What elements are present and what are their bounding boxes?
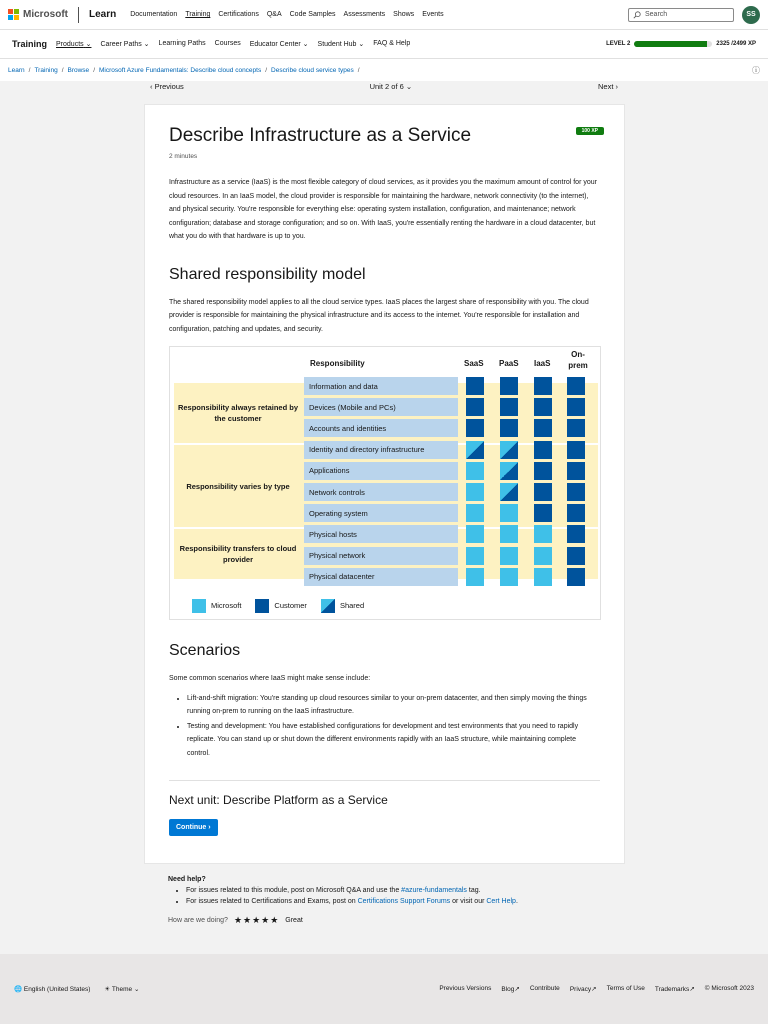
breadcrumb-training[interactable]: Training bbox=[34, 66, 58, 74]
responsibility-row: Physical datacenter bbox=[304, 568, 458, 586]
language-selector[interactable]: 🌐 English (United States) bbox=[14, 986, 91, 993]
top-nav-links bbox=[130, 11, 443, 18]
responsibility-cell bbox=[567, 462, 585, 480]
diagram-col-saas: SaaS bbox=[464, 359, 484, 368]
section-title-shared-responsibility: Shared responsibility model bbox=[169, 265, 366, 283]
responsibility-cell bbox=[534, 568, 552, 586]
help-item: • For issues related to Certifications and Exams, post on Certifications Support Forums or visit our Cert Help. bbox=[186, 898, 628, 905]
responsibility-cell bbox=[500, 504, 518, 522]
responsibility-cell bbox=[567, 547, 585, 565]
responsibility-cell bbox=[466, 462, 484, 480]
responsibility-cell bbox=[567, 419, 585, 437]
responsibility-cell bbox=[466, 547, 484, 565]
responsibility-cell bbox=[500, 398, 518, 416]
section-title-scenarios: Scenarios bbox=[169, 642, 241, 659]
subnav-links bbox=[56, 40, 410, 48]
legend-shared: Shared bbox=[321, 599, 364, 613]
training-title[interactable]: Training bbox=[12, 39, 48, 49]
chevron-right-icon: › bbox=[615, 82, 618, 91]
breadcrumb-unit[interactable]: Describe cloud service types bbox=[271, 66, 354, 74]
responsibility-cell bbox=[534, 504, 552, 522]
responsibility-row: Information and data bbox=[304, 377, 458, 395]
responsibility-cell bbox=[466, 525, 484, 543]
responsibility-cell bbox=[567, 441, 585, 459]
cert-support-forums-link[interactable]: Certifications Support Forums bbox=[357, 898, 451, 905]
responsibility-cell bbox=[466, 419, 484, 437]
top-navigation bbox=[0, 0, 768, 30]
diagram-header-responsibility: Responsibility bbox=[310, 359, 365, 368]
nav-certifications[interactable]: Certifications bbox=[218, 11, 259, 18]
scenario-item: • Testing and development: You have established configurations for development and test environments that you need to rapidly replicate. You can stand up or shut down the different environments rapidly with an IaaS structure, while maintaining complete control. bbox=[187, 720, 600, 761]
info-icon[interactable]: ⓘ bbox=[752, 65, 760, 75]
subnav-learning-paths[interactable]: Learning Paths bbox=[158, 40, 206, 47]
responsibility-cell bbox=[534, 441, 552, 459]
search-icon bbox=[633, 11, 641, 19]
responsibility-cell bbox=[567, 504, 585, 522]
responsibility-cell bbox=[500, 419, 518, 437]
legend-customer: Customer bbox=[255, 599, 307, 613]
footer-contribute[interactable]: Contribute bbox=[529, 985, 560, 992]
scenarios-list bbox=[187, 692, 600, 761]
responsibility-cell bbox=[500, 547, 518, 565]
footer-trademarks[interactable]: Trademarks↗ bbox=[654, 986, 695, 993]
need-help-title: Need help? bbox=[168, 876, 206, 883]
responsibility-cell bbox=[500, 441, 518, 459]
chevron-down-icon: ⌄ bbox=[133, 986, 140, 993]
learn-link[interactable]: Learn bbox=[89, 9, 117, 20]
footer-blog[interactable]: Blog↗ bbox=[501, 986, 520, 993]
responsibility-cell bbox=[466, 504, 484, 522]
responsibility-cell bbox=[567, 398, 585, 416]
scenarios-intro: Some common scenarios where IaaS might make sense include: bbox=[169, 675, 371, 682]
responsibility-cell bbox=[567, 483, 585, 501]
responsibility-row: Physical hosts bbox=[304, 525, 458, 543]
responsibility-group-label: Responsibility transfers to cloud provider bbox=[179, 544, 297, 564]
breadcrumb-module[interactable]: Microsoft Azure Fundamentals: Describe cloud concepts bbox=[99, 66, 262, 74]
previous-button[interactable]: ‹ Previous bbox=[150, 82, 184, 91]
chevron-down-icon: ⌄ bbox=[85, 41, 92, 48]
unit-selector[interactable]: Unit 2 of 6 ⌄ bbox=[369, 82, 413, 91]
diagram-col-iaas: IaaS bbox=[534, 359, 551, 368]
unit-content-card bbox=[144, 104, 625, 864]
responsibility-cell bbox=[500, 462, 518, 480]
responsibility-row: Identity and directory infrastructure bbox=[304, 441, 458, 459]
next-button[interactable]: Next › bbox=[597, 82, 618, 91]
footer-privacy[interactable]: Privacy↗ bbox=[569, 986, 597, 993]
chevron-left-icon: ‹ bbox=[150, 82, 153, 91]
nav-shows[interactable]: Shows bbox=[393, 11, 415, 18]
microsoft-logo-icon[interactable] bbox=[8, 9, 19, 20]
responsibility-cell bbox=[466, 398, 484, 416]
responsibility-cell bbox=[534, 419, 552, 437]
external-link-icon: ↗ bbox=[689, 986, 695, 993]
responsibility-cell bbox=[466, 377, 484, 395]
responsibility-group-label: Responsibility always retained by the customer bbox=[177, 403, 299, 423]
page-title: Describe Infrastructure as a Service bbox=[169, 125, 472, 146]
responsibility-cell bbox=[534, 377, 552, 395]
responsibility-cell bbox=[466, 441, 484, 459]
shared-responsibility-paragraph: The shared responsibility model applies to all the cloud service types. IaaS places the largest share of responsibility with you. The cloud provider is responsible for maintaining the physical infrastructure and its access to the internet. You're responsible for installation and configuration, patching and updates, and security. bbox=[169, 298, 589, 333]
xp-badge: 100 XP bbox=[576, 127, 604, 135]
responsibility-row: Devices (Mobile and PCs) bbox=[304, 398, 458, 416]
external-link-icon: ↗ bbox=[514, 986, 520, 993]
avatar[interactable]: SS bbox=[742, 6, 760, 24]
responsibility-group-label: Responsibility varies by type bbox=[186, 481, 290, 491]
search-placeholder: Search bbox=[645, 11, 668, 18]
nav-code-samples[interactable]: Code Samples bbox=[289, 11, 336, 18]
diagram-legend bbox=[192, 599, 364, 613]
responsibility-cell bbox=[534, 483, 552, 501]
breadcrumb: Learn / Training / Browse / Microsoft Azure Fundamentals: Describe cloud concepts / Describe cloud service types / ⓘ bbox=[0, 59, 768, 81]
subnav-student-hub[interactable]: Student Hub ⌄ bbox=[317, 41, 365, 48]
footer-previous-versions[interactable]: Previous Versions bbox=[439, 985, 492, 992]
chevron-down-icon: ⌄ bbox=[405, 82, 413, 91]
responsibility-cell bbox=[567, 525, 585, 543]
responsibility-row: Network controls bbox=[304, 483, 458, 501]
nav-training[interactable]: Training bbox=[185, 11, 211, 18]
rating-prompt: How are we doing? bbox=[168, 917, 228, 924]
nav-documentation[interactable]: Documentation bbox=[130, 11, 178, 18]
level-label: LEVEL 2 bbox=[606, 41, 631, 47]
subnav-courses[interactable]: Courses bbox=[214, 40, 241, 47]
theme-icon: ☀ bbox=[104, 986, 111, 993]
footer-copyright: © Microsoft 2023 bbox=[704, 985, 754, 992]
responsibility-row: Operating system bbox=[304, 504, 458, 522]
subnav-educator-center[interactable]: Educator Center ⌄ bbox=[249, 41, 309, 48]
azure-fundamentals-tag-link[interactable]: #azure-fundamentals bbox=[401, 887, 467, 894]
training-subnav bbox=[0, 30, 768, 59]
footer-terms[interactable]: Terms of Use bbox=[606, 985, 645, 992]
nav-qa[interactable]: Q&A bbox=[266, 11, 282, 18]
diagram-col-onprem: On-prem bbox=[568, 350, 588, 370]
chevron-right-icon: › bbox=[208, 824, 211, 831]
shared-responsibility-diagram bbox=[169, 346, 601, 620]
nav-events[interactable]: Events bbox=[422, 11, 444, 18]
cert-help-link[interactable]: Cert Help bbox=[486, 898, 516, 905]
level-progress[interactable] bbox=[606, 41, 756, 47]
divider bbox=[169, 780, 600, 781]
responsibility-cell bbox=[534, 462, 552, 480]
responsibility-cell bbox=[534, 398, 552, 416]
star-rating-icons[interactable]: ★★★★★ bbox=[233, 915, 280, 925]
responsibility-row: Applications bbox=[304, 462, 458, 480]
responsibility-cell bbox=[534, 525, 552, 543]
footer bbox=[0, 954, 768, 1024]
responsibility-cell bbox=[500, 377, 518, 395]
continue-button[interactable]: Continue › bbox=[169, 819, 218, 836]
responsibility-cell bbox=[567, 568, 585, 586]
legend-microsoft: Microsoft bbox=[192, 599, 241, 613]
responsibility-cell bbox=[534, 547, 552, 565]
need-help-section bbox=[168, 876, 628, 926]
rating-widget bbox=[168, 915, 628, 926]
external-link-icon: ↗ bbox=[591, 986, 597, 993]
breadcrumb-browse[interactable]: Browse bbox=[67, 66, 90, 74]
globe-icon: 🌐 bbox=[14, 986, 23, 993]
search-input[interactable] bbox=[628, 8, 734, 22]
responsibility-row: Accounts and identities bbox=[304, 419, 458, 437]
subnav-career-paths[interactable]: Career Paths ⌄ bbox=[100, 41, 150, 48]
brand-divider bbox=[78, 7, 79, 23]
next-unit-title: Next unit: Describe Platform as a Service bbox=[169, 793, 388, 807]
responsibility-cell bbox=[500, 483, 518, 501]
theme-selector[interactable]: ☀ Theme ⌄ bbox=[104, 986, 140, 993]
responsibility-row: Physical network bbox=[304, 547, 458, 565]
scenario-item: • Lift-and-shift migration: You're standing up cloud resources similar to your on-prem datacenter, and then simply moving the things running on-prem to running on the IaaS infrastructure. bbox=[187, 692, 600, 719]
subnav-faq-help[interactable]: FAQ & Help bbox=[373, 40, 411, 47]
rating-value: Great bbox=[285, 917, 303, 924]
responsibility-cell bbox=[500, 525, 518, 543]
intro-paragraph: Infrastructure as a service (IaaS) is the most flexible category of cloud services, as it provides you the maximum amount of control for your cloud resources. In an IaaS model, the cloud provider is responsible for maintaining the hardware, network connectivity (to the internet), and physical security. You're responsible for everything else: operating system installation, configuration, and maintenance; network configuration; database and storage configuration; and so on. With IaaS, you're essentially renting the hardware in a cloud datacenter, but what you do with that hardware is up to you. bbox=[169, 179, 597, 240]
nav-assessments[interactable]: Assessments bbox=[343, 11, 386, 18]
chevron-down-icon: ⌄ bbox=[358, 41, 365, 48]
microsoft-brand[interactable]: Microsoft bbox=[23, 9, 68, 20]
chevron-down-icon: ⌄ bbox=[302, 41, 309, 48]
diagram-col-paas: PaaS bbox=[499, 359, 519, 368]
responsibility-cell bbox=[500, 568, 518, 586]
responsibility-cell bbox=[466, 483, 484, 501]
responsibility-cell bbox=[567, 377, 585, 395]
help-item: • For issues related to this module, post on Microsoft Q&A and use the #azure-fundamentals tag. bbox=[186, 887, 628, 894]
xp-progress-bar bbox=[634, 41, 712, 47]
chevron-down-icon: ⌄ bbox=[143, 41, 150, 48]
unit-navigation bbox=[150, 82, 618, 91]
subnav-products[interactable]: Products ⌄ bbox=[56, 41, 92, 48]
breadcrumb-learn[interactable]: Learn bbox=[8, 66, 25, 74]
duration: 2 minutes bbox=[169, 153, 198, 160]
responsibility-cell bbox=[466, 568, 484, 586]
xp-text: 2325 /2499 XP bbox=[716, 41, 756, 47]
